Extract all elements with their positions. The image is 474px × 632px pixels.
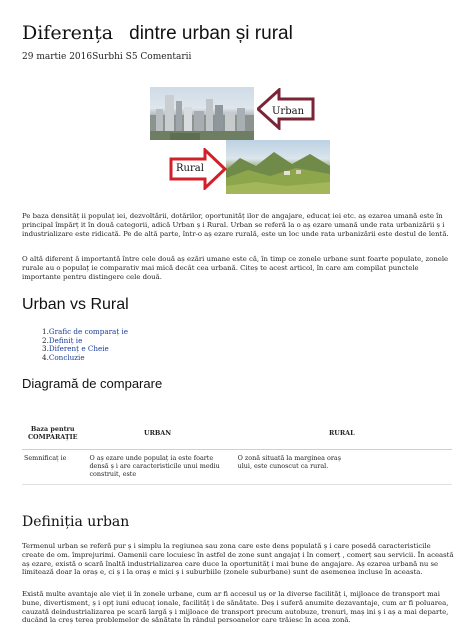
cell-rural: O zonă situată la marginea oraș ului, este cunoscut ca rural. [232, 450, 452, 485]
header-urban: URBAN [83, 417, 231, 450]
city-skyline-graphic [150, 87, 254, 140]
rural-landscape-graphic [226, 140, 330, 194]
page-title [22, 22, 293, 45]
toc-item[interactable]: 3.Diferenț e Cheie [42, 344, 109, 354]
toc-link-definition[interactable]: Definiț ie [48, 335, 83, 345]
cell-urban: O aș ezare unde populaț ia este foarte densă ș i are caracteristicile unui mediu construit, este [83, 450, 231, 485]
section-heading-definition: Definiția urban [22, 514, 130, 530]
toc-item[interactable]: 4.Concluzie [42, 352, 85, 362]
urban-city-image [150, 87, 254, 140]
intro-paragraph-1: Pe baza densităț ii populaț iei, dezvoltării, dotărilor, oportunităț ilor de angajare, educaț iei etc. aș ezarea umană este în principal împărț it în două categorii, adică Urban ș i Rural. Urban se referă la o aș ezare umană unde rata urbanizării ș i industrializare este ridicată. Pe de altă parte, într-o aș ezare rurală, este un loc unde rata urbanizării este destul de lentă. [22, 212, 449, 238]
toc-link-key-differences[interactable]: Diferenț e Cheie [48, 344, 109, 354]
definition-paragraph-2: Există multe avantaje ale vieț ii în zonele urbane, cum ar fi accesul uș or la diverse facilităț i, mijloace de transport mai bune, divertisment, ș i opț iuni educaț ionale, facilităț i de sănătate. Deș i suferă anumite dezavantaje, cum ar fi poluarea, cauzată deindustrializarea pe scară largă ș i mijloace de transport precum autobuze, trenuri, maș ini ș i aș a mai departe, ducând la creș terea problemelor de sănătate în rândul persoanelor care trăiesc în acea zonă. [22, 590, 449, 625]
header-rural: RURAL [232, 417, 452, 450]
article-meta: 29 martie 2016Surbhi S5 Comentarii [22, 52, 192, 62]
header-basis: Baza pentru COMPARAȚIE [22, 417, 83, 450]
table-of-contents [42, 328, 128, 362]
title-part-1: Diferența [22, 22, 114, 44]
toc-item[interactable]: 1.Grafic de comparaț ie [42, 327, 129, 336]
cell-basis: Semnificaț ie [22, 450, 83, 485]
intro-paragraph-2: O altă diferenț ă importantă între cele două aș ezări umane este că, în timp ce zonele urbane sunt foarte populate, zonele rurale au o populaț ie comparativ mai mică decât cea urbană. Citeș te acest articol, în care am compilat punctele importante pentru distingere cele două. [22, 255, 449, 281]
rural-label: Rural [176, 163, 204, 174]
toc-item[interactable]: 2.Definiț ie [42, 335, 83, 345]
rural-landscape-image [226, 140, 330, 194]
toc-link-conclusion[interactable]: Concluzie [48, 352, 85, 362]
toc-link-comparison-chart[interactable]: Grafic de comparaț ie [48, 327, 129, 336]
urban-label: Urban [272, 106, 305, 117]
section-heading-comparison: Diagramă de comparare [22, 376, 163, 391]
definition-paragraph-1: Termenul urban se referă pur ș i simplu la regiunea sau zona care este dens populată ș i care posedă caracteristicile create de om. împrejurimi. Oamenii care locuiesc în astfel de zone sunt angajaț i în comerț , comerț sau servicii. În această aș ezare, există o scară înaltă industrializarea care duce la oportunităț i mai bune de angajare. Aș ezarea urbană nu se limitează doar la oraș e, ci ș i la oraș e mici ș i suburbiile (zonele suburbane) sunt de asemenea incluse în aceasta. [22, 542, 454, 577]
table-row [22, 450, 452, 485]
section-heading-urban-vs-rural: Urban vs Rural [22, 296, 129, 313]
comparison-table [22, 417, 452, 485]
title-part-2: dintre urban și rural [129, 23, 293, 44]
comparison-table-header [22, 417, 452, 450]
